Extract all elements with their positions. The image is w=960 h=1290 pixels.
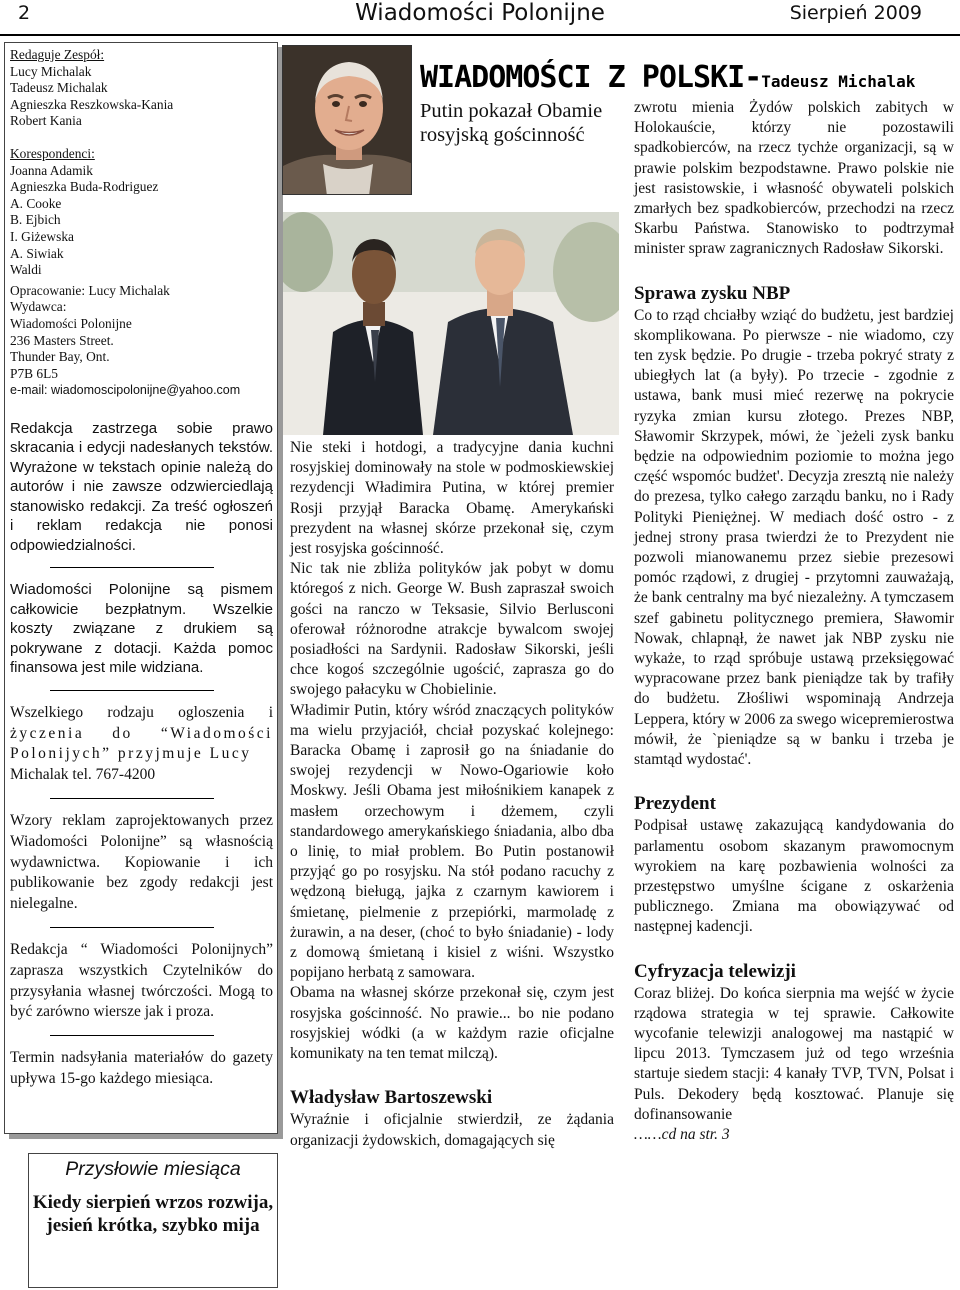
publisher-line: Thunder Bay, Ont. (10, 349, 110, 365)
leaders-photo (283, 212, 619, 435)
divider (50, 690, 214, 691)
correspondent: A. Cooke (10, 195, 62, 211)
divider (50, 567, 214, 568)
article-paragraph: zwrotu mienia Żydów polskich zabitych w Holokauście, którzy nie pozostawili spadkobierców, na rzecz tychże organizacji, są w prawie polskim bezpodstawne. Prawo polskie nie jest rasistowskie, i własność obywateli polskich zmarłych bez spadkobierców, przechodzi na rzecz Skarbu Państwa. Stanowisko to podtrzymał minister spraw zagranicznych Radosław Sikorski. (634, 99, 954, 258)
team-member: Lucy Michalak (10, 63, 92, 79)
copyright-notice: Wzory reklam zaprojektowanych przez Wiadomości Polonijne” są własnością wydawnictwa. Kopiowanie i ich publikowanie bez zgody redakcji jest nielegalne. (10, 812, 273, 913)
section-banner (416, 60, 956, 93)
divider (50, 927, 214, 928)
team-heading: Redaguje Zespół: (10, 47, 105, 62)
article-paragraph: Nie steki i hotdogi, a tradycyjne dania kuchni rosyjskiej dominowały na stole w podmoskiewskiej rezydencji Władimira Putina, w której premier Rosji przyjął Baracka Obamę. Amerykański prezydent na własnej skórze przekonał się, czym jest rosyjska gościnność. (290, 439, 614, 558)
page-header (0, 0, 960, 36)
article-paragraph: Władimir Putin, który wśród znaczących polityków ma wielu przyjaciół, chciał pozyskać kolejnego: Baracka Obamę i zaprosił go na śniadanie do swojej rezydencji w Nowo-Ogariowie koło Moskwy. Jeśli Obama jest miłośnikiem kanapek z masłem orzechowym i dżemem, czyli standardowego amerykańskiego śniadania, albo dba o linię, to miał problem. Bo Putin postanowił przyjąć go po rosyjsku. Na stół podano racuchy z wędzoną bieługą, jajka z czarnym kawiorem i śmietanę, pielmenie z przepiórki, marmoladę z żurawin, a na deser, (choć to było śniadanie) - lody z domową śmietaną i kisiel z wiśni. Wszystko popijano herbatą z samowara. (290, 701, 614, 982)
section-heading-nbp: Sprawa zysku NBP (634, 282, 791, 304)
newspaper-title: Wiadomości Polonijne (355, 0, 605, 26)
section-heading-president: Prezydent (634, 793, 716, 815)
correspondents-heading: Korespondenci: (10, 145, 95, 161)
correspondent: Agnieszka Buda-Rodriguez (10, 179, 159, 195)
free-paper-notice: Wiadomości Polonijne są pismem całkowicie bezpłatnym. Wszelkie koszty związane z drukiem są pokrywane z dotacji. Każda pomoc finansowa jest mile widziana. (10, 581, 273, 677)
section-heading-tv: Cyfryzacja telewizji (634, 960, 796, 982)
page-number: 2 (18, 2, 31, 24)
deadline-notice: Termin nadsyłania materiałów do gazety upływa 15-go każdego miesiąca. (10, 1049, 273, 1088)
article-column-right (634, 98, 954, 1145)
team-member: Tadeusz Michalak (10, 80, 108, 96)
team-member: Robert Kania (10, 113, 82, 129)
article-paragraph: Co to rząd chciałby wziąć do budżetu, jest bardziej skomplikowana. Po pierwsze - nie wiadomo, czy ten zysk będzie. Po drugie - trzeba pokryć straty z ubiegłych lat (a były). Po trzecie - zgodnie z ustawa, bank musi mieć rezerwę na pokrycie ryzyka zmian kursu złotego. Prezes NBP, Sławomir Skrzypek, mówi, że `jeżeli zysk banku będzie na odpowiednim poziomie to można jego część wspomóc budżet'. Decyzja zresztą nie należy do prezesa, tylko całego zarządu banku, no i Rady Polityki Pieniężnej. W mediach dość ostro - z jednej strony prasa twierdzi że to Prezydent nie pozwoli mianowanemu przez siebie prezesowi pomóc rządowi, z drugiej - przytomni zauważają, że bank centralny ma być niezależny. A tymczasem szef gabinetu politycznego premiera, Sławomir Nowak, chlapnął, że nawet jak NBP zysku nie wykaże, to rząd spróbuje ustawą przeksięgować wypracowane przez bank pieniądze tak by trafiły do budżetu. Złośliwi wspominają Andrzeja Leppera, który w 2006 za swego wicepremierostwa mówił, że `pieniądze są w banku i trzeba je stamtąd wydostać'. (634, 306, 954, 769)
section-heading-bartoszewski: Władysław Bartoszewski (290, 1087, 493, 1109)
article-headline: Putin pokazał Obamie rosyjską gościnność (420, 100, 603, 146)
credits (10, 47, 273, 399)
submissions-notice: Redakcja “ Wiadomości Polonijnych” zaprasza wszystkich Czytelników do przysyłania własnej twórczości. Mogą to być zarówno wiersze jak i proza. (10, 941, 273, 1021)
issue-date: Sierpień 2009 (789, 2, 922, 24)
correspondent: I. Giżewska (10, 228, 74, 244)
banner-title (420, 60, 915, 95)
ads-notice-line: Wszelkiego rodzaju ogloszenia i (10, 703, 273, 721)
divider (50, 798, 214, 799)
article-paragraph: Wyraźnie i oficjalnie stwierdził, ze żądania organizacji żydowskich, domagających się (290, 1111, 614, 1149)
proverb-box (28, 1153, 278, 1288)
article-paragraph: Podpisał ustawę zakazującą kandydowania do parlamentu osobom skazanym prawomocnym wyrokiem na karę pozbawienia wolności za przestępstwo umyślne ścigane z oskarżenia publicznego. Zmiana ma obowiązywać od następnej kadencji. (634, 817, 954, 936)
ads-notice-line: Michalak tel. 767-4200 (10, 766, 156, 784)
banner-author: Tadeusz Michalak (761, 72, 916, 91)
portrait-illustration (283, 46, 412, 195)
author-portrait (282, 45, 412, 195)
continued-note[interactable]: ……cd na str. 3 (634, 1125, 730, 1143)
publisher-line: 236 Masters Street. (10, 332, 114, 348)
correspondent: A. Siwiak (10, 245, 64, 261)
article-paragraph: Obama na własnej skórze przekonał się, czym jest rosyjska gościnność. No prawie... bo nie podano rosyjskiej wódki (a w każdym razie oficjalne komunikaty na ten temat milczą). (290, 984, 614, 1063)
correspondent: B. Ejbich (10, 212, 61, 228)
proverb-text: Kiedy sierpień wrzos rozwija, jesień krótka, szybko mija (32, 1192, 274, 1236)
rights-notice: Redakcja zastrzega sobie prawo skracania i edycji nadesłanych tekstów. Wyrażone w tekstach opinie należą do autorów i nie zawsze odzwierciedlają stanowisko redakcji. Za treść ogłoszeń i reklam redakcja nie ponosi odpowiedzialności. (10, 419, 273, 554)
publisher-line: P7B 6L5 (10, 365, 58, 381)
publisher-line: Wiadomości Polonijne (10, 315, 132, 331)
ads-notice (10, 703, 273, 786)
publisher-label: Wydawca: (10, 299, 67, 315)
divider (50, 1035, 214, 1036)
editorial-sidebar (4, 42, 278, 1134)
ads-notice-line: życzenia do “Wiadomości Polonijych” przyjmuje Lucy (10, 724, 273, 763)
correspondent: Joanna Adamik (10, 162, 93, 178)
article-paragraph: Nic tak nie zbliża polityków jak pobyt w domu któregoś z nich. George W. Bush zapraszał swoich gości na ranczo w Teksasie, Silvio Berlusconi oferował różnorodne atrakcje bywalcom swojej posiadłości na Sardynii. Radosław Sikorski, jeśli chce kogoś szczególnie ugościć, zaprasza go do swojego pałacyku w Chobielinie. (290, 560, 614, 699)
contact-email[interactable]: e-mail: wiadomoscipolonijne@yahoo.com (10, 383, 241, 398)
team-member: Agnieszka Reszkowska-Kania (10, 96, 174, 112)
banner-title-text: WIADOMOŚCI Z POLSKI- (420, 60, 762, 95)
correspondent: Waldi (10, 262, 42, 278)
article-column-middle (290, 438, 614, 1151)
article-paragraph: Coraz bliżej. Do końca sierpnia ma wejść w życie rządowa strategia w tej sprawie. Całkowite wycofanie telewizji analogowej ma nastąpić w lipcu 2013. Tymczasem już od tego września startuje siedem stacji: 4 kanały TVP, TVN, Polsat i Puls. Dekodery będą kosztować. Planuje się dofinansowanie (634, 984, 954, 1123)
proverb-title: Przysłowie miesiąca (65, 1158, 241, 1180)
editing-credit: Opracowanie: Lucy Michalak (10, 282, 170, 298)
leaders-illustration (283, 212, 619, 435)
